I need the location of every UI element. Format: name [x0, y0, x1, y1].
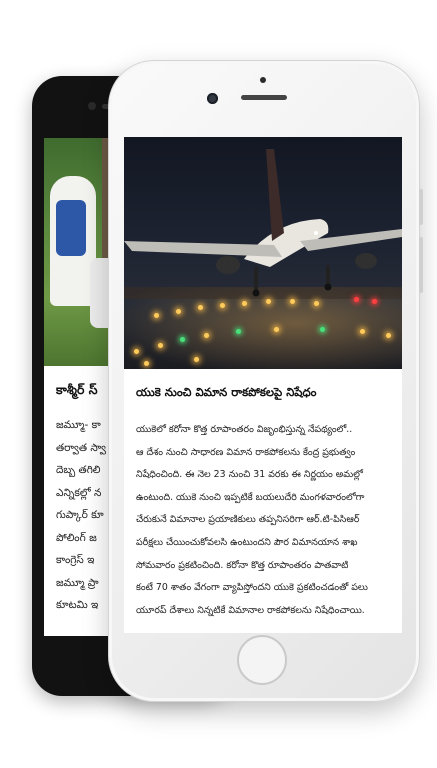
runway-light: [154, 313, 159, 318]
runway-light: [198, 305, 203, 310]
runway-light: [386, 333, 391, 338]
runway-light: [314, 301, 319, 306]
body-line: గుప్కార్ కూ: [56, 509, 104, 521]
body-line: కూటమి ఇ: [56, 599, 99, 611]
runway-light: [204, 333, 209, 338]
body-line: ఉంటుంది. యుకె నుంచి ఇప్పటికే బయలుదేరి మంగళవారంలోగా: [136, 491, 365, 503]
body-line: ఆ దేశం నుంచి సాధారణ విమాన రాకపోకలను కేంద్ర ప్రభుత్వం: [136, 446, 356, 458]
runway-light-green: [236, 329, 241, 334]
runway-light: [144, 361, 149, 366]
proximity-sensor: [260, 77, 266, 83]
body-line: జమ్మూ ప్రా: [56, 576, 99, 589]
airplane-illustration: [124, 137, 402, 369]
body-line: దెబ్బ తగిలి: [56, 464, 101, 476]
runway-light-green: [180, 337, 185, 342]
runway-light: [194, 357, 199, 362]
body-line: సోమవారం ప్రకటించింది. కరోనా కొత్త రూపాంతరం పాతవాటి: [136, 559, 349, 571]
body-line: జమ్మూ- కా: [56, 419, 101, 431]
runway-light: [266, 299, 271, 304]
back-camera-icon: [88, 102, 96, 110]
runway-light: [290, 299, 295, 304]
speaker-grille: [241, 95, 287, 100]
volume-up-button[interactable]: [419, 189, 423, 225]
back-article-title[interactable]: కాశ్మీర్ స్: [56, 382, 98, 397]
front-phone: [108, 60, 420, 702]
body-line: నిషేధించింది. ఈ నెల 23 నుంచి 31 వరకు ఈ నిర్ణయం అమల్లో: [136, 469, 363, 481]
body-line: చేరుకునే విమానాల ప్రయాణికులు తప్పనిసరిగా ఆర్.టి-పిసిఆర్: [136, 514, 360, 526]
body-line: యుకెలో కరోనా కొత్త రూపాంతరం విజృంభిస్తున్న నేపథ్యంలో..: [136, 424, 353, 435]
body-line: పోలింగ్ జ: [56, 531, 97, 544]
body-line: యూరప్ దేశాలు నిన్నటికే విమానాల రాకపోకలను నిషేధించాయి.: [136, 604, 365, 616]
runway-light: [134, 349, 139, 354]
runway-light-red: [354, 297, 359, 302]
home-button-icon[interactable]: [237, 635, 287, 685]
runway-light: [176, 309, 181, 314]
runway-light: [242, 301, 247, 306]
article-hero-image: [124, 137, 402, 369]
runway-light: [220, 303, 225, 308]
camera-icon: [207, 93, 218, 104]
article-body: [136, 419, 394, 622]
runway-light-red: [372, 299, 377, 304]
front-phone-screen: [124, 137, 402, 633]
runway-light-green: [320, 327, 325, 332]
body-line: తర్వాత స్వా: [56, 441, 106, 454]
runway-light: [158, 343, 163, 348]
volume-down-button[interactable]: [419, 237, 423, 293]
person-vest: [56, 200, 86, 256]
body-line: ఎన్నికల్లో న: [56, 486, 102, 499]
body-line: పరీక్షలు చేయించుకోవలసి ఉంటుందని పౌర విమానయాన శాఖ: [136, 536, 358, 548]
runway-light: [274, 327, 279, 332]
body-line: కంటే 70 శాతం వేగంగా వ్యాపిస్తోందని యుకె ప్రకటించడంతో పలు: [136, 582, 368, 594]
article-title[interactable]: యుకె నుంచి విమాన రాకపోకలపై నిషేధం: [136, 385, 317, 399]
body-line: కాంగ్రెస్ ఇ: [56, 554, 95, 566]
runway-light: [360, 329, 365, 334]
